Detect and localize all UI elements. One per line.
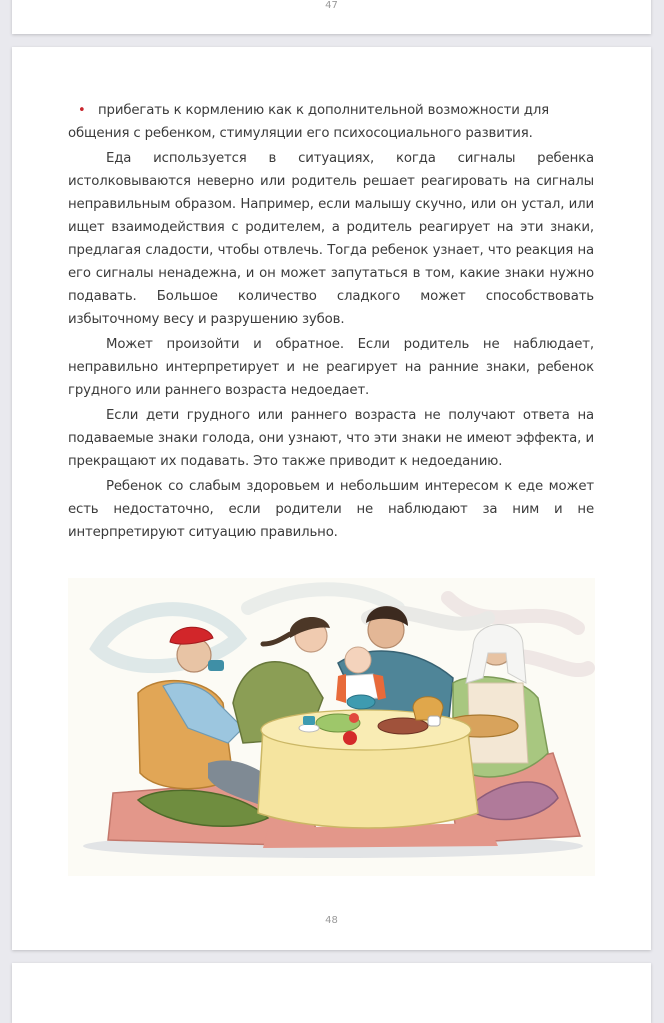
bullet-marker: • bbox=[78, 103, 86, 118]
page-number: 48 bbox=[325, 915, 338, 926]
bullet-text-line2: общения с ребенком, стимуляции его психосоциального развития. bbox=[68, 126, 533, 141]
current-page bbox=[12, 47, 651, 950]
paragraph: Еда используется в ситуациях, когда сигналы ребенка истолковываются неверно или родитель решает реагировать на сигналы неправильным образом. Например, если малышу скучно, или он устал, или ищет взаимодействия с родителем, а родитель реагирует на эти знаки, предлагая сладости, чтобы отвлечь. Тогда ребенок узнает, что реакция на его сигналы ненадежна, и он может запутаться в том, какие знаки нужно подавать. Большое количество сладкого может способствовать избыточному весу и разрушению зубов. bbox=[68, 151, 594, 327]
family-meal-illustration bbox=[68, 578, 595, 876]
bullet-item bbox=[68, 99, 594, 122]
page-number: 47 bbox=[325, 0, 338, 11]
bullet-text-line1: прибегать к кормлению как к дополнительной возможности для bbox=[98, 103, 550, 118]
paragraph: Если дети грудного или раннего возраста не получают ответа на подаваемые знаки голода, они узнают, что эти знаки не имеют эффекта, и прекращают их подавать. Это также приводит к недоеданию. bbox=[68, 408, 594, 469]
paragraph: Может произойти и обратное. Если родитель не наблюдает, неправильно интерпретирует и не реагирует на ранние знаки, ребенок грудного или раннего возраста недоедает. bbox=[68, 337, 594, 398]
paragraph: Ребенок со слабым здоровьем и небольшим интересом к еде может есть недостаточно, если родители не наблюдают за ним и не интерпретируют ситуацию правильно. bbox=[68, 479, 594, 540]
page-text bbox=[68, 99, 594, 544]
next-page bbox=[12, 963, 651, 1023]
previous-page bbox=[12, 0, 651, 34]
